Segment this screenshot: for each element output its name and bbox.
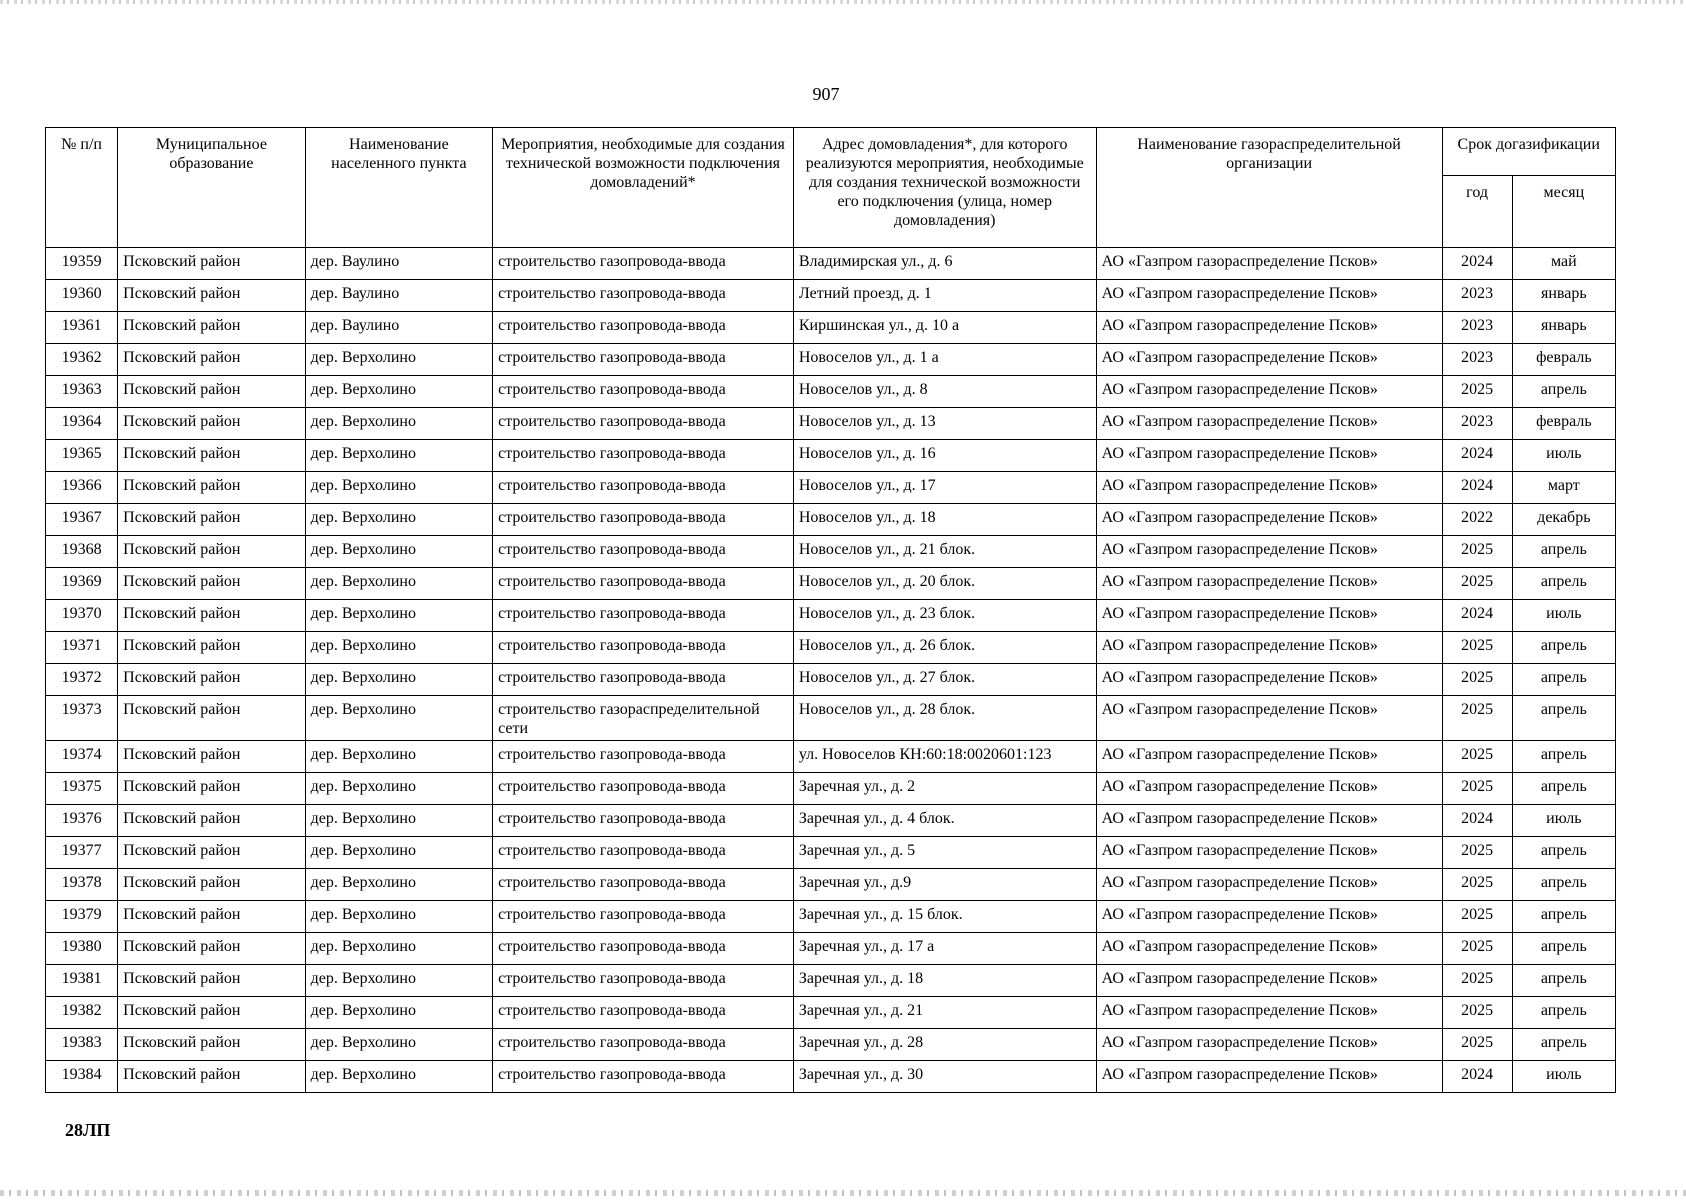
cell-organization: АО «Газпром газораспределение Псков» xyxy=(1096,664,1442,696)
cell-num: 19384 xyxy=(46,1061,118,1093)
cell-measure: строительство газопровода-ввода xyxy=(493,965,794,997)
cell-year: 2025 xyxy=(1442,901,1512,933)
cell-month: декабрь xyxy=(1512,504,1615,536)
cell-municipality: Псковский район xyxy=(118,741,305,773)
cell-municipality: Псковский район xyxy=(118,248,305,280)
cell-month: апрель xyxy=(1512,568,1615,600)
cell-municipality: Псковский район xyxy=(118,869,305,901)
cell-municipality: Псковский район xyxy=(118,696,305,741)
table-row xyxy=(46,248,1616,280)
cell-address: Новоселов ул., д. 1 а xyxy=(793,344,1096,376)
cell-address: Заречная ул., д. 4 блок. xyxy=(793,805,1096,837)
cell-address: Новоселов ул., д. 18 xyxy=(793,504,1096,536)
cell-settlement: дер. Верхолино xyxy=(305,997,492,1029)
table-row xyxy=(46,600,1616,632)
cell-address: Заречная ул., д.9 xyxy=(793,869,1096,901)
cell-address: Заречная ул., д. 30 xyxy=(793,1061,1096,1093)
cell-measure: строительство газопровода-ввода xyxy=(493,344,794,376)
cell-year: 2025 xyxy=(1442,933,1512,965)
cell-organization: АО «Газпром газораспределение Псков» xyxy=(1096,632,1442,664)
cell-organization: АО «Газпром газораспределение Псков» xyxy=(1096,869,1442,901)
cell-month: апрель xyxy=(1512,536,1615,568)
cell-num: 19380 xyxy=(46,933,118,965)
cell-year: 2023 xyxy=(1442,344,1512,376)
cell-settlement: дер. Верхолино xyxy=(305,664,492,696)
header-measures: Мероприятия, необходимые для создания технической возможности подключения домовладений* xyxy=(493,128,794,248)
cell-measure: строительство газопровода-ввода xyxy=(493,901,794,933)
cell-month: февраль xyxy=(1512,408,1615,440)
cell-organization: АО «Газпром газораспределение Псков» xyxy=(1096,440,1442,472)
cell-month: июль xyxy=(1512,1061,1615,1093)
cell-month: апрель xyxy=(1512,965,1615,997)
cell-settlement: дер. Верхолино xyxy=(305,696,492,741)
table-row xyxy=(46,472,1616,504)
cell-settlement: дер. Верхолино xyxy=(305,1061,492,1093)
cell-address: Заречная ул., д. 18 xyxy=(793,965,1096,997)
cell-month: апрель xyxy=(1512,632,1615,664)
cell-year: 2024 xyxy=(1442,248,1512,280)
cell-num: 19377 xyxy=(46,837,118,869)
cell-num: 19359 xyxy=(46,248,118,280)
cell-address: Новоселов ул., д. 21 блок. xyxy=(793,536,1096,568)
cell-num: 19373 xyxy=(46,696,118,741)
table-row xyxy=(46,997,1616,1029)
page-number: 907 xyxy=(812,84,840,104)
cell-organization: АО «Газпром газораспределение Псков» xyxy=(1096,741,1442,773)
cell-organization: АО «Газпром газораспределение Псков» xyxy=(1096,805,1442,837)
cell-municipality: Псковский район xyxy=(118,536,305,568)
cell-address: Новоселов ул., д. 8 xyxy=(793,376,1096,408)
cell-address: Новоселов ул., д. 16 xyxy=(793,440,1096,472)
table-row xyxy=(46,933,1616,965)
cell-address: Новоселов ул., д. 26 блок. xyxy=(793,632,1096,664)
cell-month: январь xyxy=(1512,280,1615,312)
cell-settlement: дер. Верхолино xyxy=(305,869,492,901)
cell-measure: строительство газопровода-ввода xyxy=(493,1029,794,1061)
cell-year: 2025 xyxy=(1442,1029,1512,1061)
table-row xyxy=(46,805,1616,837)
cell-num: 19378 xyxy=(46,869,118,901)
table-row xyxy=(46,312,1616,344)
cell-year: 2024 xyxy=(1442,1061,1512,1093)
table-row xyxy=(46,1061,1616,1093)
cell-organization: АО «Газпром газораспределение Псков» xyxy=(1096,773,1442,805)
cell-measure: строительство газопровода-ввода xyxy=(493,805,794,837)
table-row xyxy=(46,773,1616,805)
table-row xyxy=(46,696,1616,741)
cell-address: Заречная ул., д. 21 xyxy=(793,997,1096,1029)
cell-municipality: Псковский район xyxy=(118,504,305,536)
cell-num: 19381 xyxy=(46,965,118,997)
cell-municipality: Псковский район xyxy=(118,280,305,312)
cell-settlement: дер. Верхолино xyxy=(305,344,492,376)
cell-address: Новоселов ул., д. 28 блок. xyxy=(793,696,1096,741)
cell-measure: строительство газопровода-ввода xyxy=(493,440,794,472)
table-row xyxy=(46,280,1616,312)
cell-address: Новоселов ул., д. 20 блок. xyxy=(793,568,1096,600)
cell-municipality: Псковский район xyxy=(118,632,305,664)
table-header xyxy=(46,128,1616,248)
cell-year: 2024 xyxy=(1442,805,1512,837)
cell-measure: строительство газопровода-ввода xyxy=(493,248,794,280)
cell-address: Новоселов ул., д. 23 блок. xyxy=(793,600,1096,632)
cell-organization: АО «Газпром газораспределение Псков» xyxy=(1096,965,1442,997)
scan-edge-bottom xyxy=(0,1190,1686,1196)
cell-municipality: Псковский район xyxy=(118,837,305,869)
cell-measure: строительство газопровода-ввода xyxy=(493,376,794,408)
cell-month: апрель xyxy=(1512,376,1615,408)
cell-settlement: дер. Верхолино xyxy=(305,376,492,408)
header-municipality: Муниципальное образование xyxy=(118,128,305,248)
cell-municipality: Псковский район xyxy=(118,901,305,933)
cell-year: 2024 xyxy=(1442,440,1512,472)
cell-municipality: Псковский район xyxy=(118,568,305,600)
cell-settlement: дер. Верхолино xyxy=(305,536,492,568)
gasification-table xyxy=(45,127,1616,1093)
header-year: год xyxy=(1442,176,1512,248)
cell-settlement: дер. Верхолино xyxy=(305,632,492,664)
cell-settlement: дер. Верхолино xyxy=(305,600,492,632)
cell-num: 19374 xyxy=(46,741,118,773)
header-deadline: Срок догазификации xyxy=(1442,128,1616,176)
table-row xyxy=(46,664,1616,696)
table-body xyxy=(46,248,1616,1093)
cell-measure: строительство газопровода-ввода xyxy=(493,408,794,440)
cell-settlement: дер. Верхолино xyxy=(305,408,492,440)
cell-year: 2023 xyxy=(1442,408,1512,440)
cell-num: 19383 xyxy=(46,1029,118,1061)
cell-municipality: Псковский район xyxy=(118,440,305,472)
cell-settlement: дер. Верхолино xyxy=(305,837,492,869)
header-num: № п/п xyxy=(46,128,118,248)
cell-month: июль xyxy=(1512,805,1615,837)
table-row xyxy=(46,869,1616,901)
cell-organization: АО «Газпром газораспределение Псков» xyxy=(1096,504,1442,536)
cell-municipality: Псковский район xyxy=(118,965,305,997)
cell-organization: АО «Газпром газораспределение Псков» xyxy=(1096,997,1442,1029)
cell-year: 2023 xyxy=(1442,312,1512,344)
cell-measure: строительство газопровода-ввода xyxy=(493,568,794,600)
cell-month: апрель xyxy=(1512,664,1615,696)
cell-settlement: дер. Верхолино xyxy=(305,901,492,933)
cell-year: 2025 xyxy=(1442,664,1512,696)
cell-year: 2025 xyxy=(1442,632,1512,664)
cell-organization: АО «Газпром газораспределение Псков» xyxy=(1096,536,1442,568)
table-row xyxy=(46,440,1616,472)
cell-municipality: Псковский район xyxy=(118,805,305,837)
cell-year: 2025 xyxy=(1442,741,1512,773)
cell-municipality: Псковский район xyxy=(118,376,305,408)
cell-settlement: дер. Верхолино xyxy=(305,933,492,965)
cell-organization: АО «Газпром газораспределение Псков» xyxy=(1096,933,1442,965)
cell-municipality: Псковский район xyxy=(118,600,305,632)
cell-num: 19369 xyxy=(46,568,118,600)
cell-organization: АО «Газпром газораспределение Псков» xyxy=(1096,248,1442,280)
cell-month: апрель xyxy=(1512,901,1615,933)
cell-num: 19376 xyxy=(46,805,118,837)
cell-settlement: дер. Верхолино xyxy=(305,741,492,773)
cell-settlement: дер. Ваулино xyxy=(305,248,492,280)
cell-municipality: Псковский район xyxy=(118,997,305,1029)
cell-measure: строительство газопровода-ввода xyxy=(493,869,794,901)
cell-num: 19382 xyxy=(46,997,118,1029)
cell-year: 2024 xyxy=(1442,472,1512,504)
cell-num: 19372 xyxy=(46,664,118,696)
cell-measure: строительство газопровода-ввода xyxy=(493,632,794,664)
cell-year: 2025 xyxy=(1442,837,1512,869)
table-row xyxy=(46,632,1616,664)
cell-num: 19366 xyxy=(46,472,118,504)
cell-measure: строительство газопровода-ввода xyxy=(493,280,794,312)
table-row xyxy=(46,536,1616,568)
cell-organization: АО «Газпром газораспределение Псков» xyxy=(1096,280,1442,312)
cell-num: 19370 xyxy=(46,600,118,632)
cell-num: 19360 xyxy=(46,280,118,312)
cell-month: май xyxy=(1512,248,1615,280)
cell-address: Новоселов ул., д. 17 xyxy=(793,472,1096,504)
table-row xyxy=(46,901,1616,933)
cell-address: Заречная ул., д. 15 блок. xyxy=(793,901,1096,933)
cell-month: январь xyxy=(1512,312,1615,344)
cell-address: Киршинская ул., д. 10 а xyxy=(793,312,1096,344)
cell-year: 2025 xyxy=(1442,536,1512,568)
table-row xyxy=(46,344,1616,376)
scan-edge-top xyxy=(0,0,1686,4)
cell-num: 19362 xyxy=(46,344,118,376)
cell-settlement: дер. Верхолино xyxy=(305,440,492,472)
cell-month: апрель xyxy=(1512,773,1615,805)
cell-organization: АО «Газпром газораспределение Псков» xyxy=(1096,408,1442,440)
cell-settlement: дер. Ваулино xyxy=(305,312,492,344)
cell-year: 2025 xyxy=(1442,376,1512,408)
cell-year: 2023 xyxy=(1442,280,1512,312)
cell-measure: строительство газопровода-ввода xyxy=(493,504,794,536)
cell-settlement: дер. Верхолино xyxy=(305,773,492,805)
cell-month: апрель xyxy=(1512,933,1615,965)
cell-measure: строительство газопровода-ввода xyxy=(493,741,794,773)
cell-municipality: Псковский район xyxy=(118,472,305,504)
cell-organization: АО «Газпром газораспределение Псков» xyxy=(1096,696,1442,741)
table-row xyxy=(46,408,1616,440)
cell-address: Заречная ул., д. 17 а xyxy=(793,933,1096,965)
table-row xyxy=(46,568,1616,600)
cell-num: 19364 xyxy=(46,408,118,440)
table-row xyxy=(46,376,1616,408)
cell-month: июль xyxy=(1512,600,1615,632)
cell-address: Заречная ул., д. 5 xyxy=(793,837,1096,869)
cell-month: апрель xyxy=(1512,741,1615,773)
cell-num: 19363 xyxy=(46,376,118,408)
cell-address: ул. Новоселов КН:60:18:0020601:123 xyxy=(793,741,1096,773)
cell-month: апрель xyxy=(1512,997,1615,1029)
header-organization: Наименование газораспределительной организации xyxy=(1096,128,1442,248)
cell-month: апрель xyxy=(1512,869,1615,901)
cell-municipality: Псковский район xyxy=(118,773,305,805)
cell-municipality: Псковский район xyxy=(118,1061,305,1093)
cell-settlement: дер. Ваулино xyxy=(305,280,492,312)
header-address: Адрес домовладения*, для которого реализуются мероприятия, необходимые для создания технической возможности его подключения (улица, номер домовладения) xyxy=(793,128,1096,248)
cell-settlement: дер. Верхолино xyxy=(305,1029,492,1061)
table-row xyxy=(46,965,1616,997)
cell-year: 2025 xyxy=(1442,997,1512,1029)
cell-organization: АО «Газпром газораспределение Псков» xyxy=(1096,344,1442,376)
cell-organization: АО «Газпром газораспределение Псков» xyxy=(1096,472,1442,504)
cell-organization: АО «Газпром газораспределение Псков» xyxy=(1096,312,1442,344)
cell-month: апрель xyxy=(1512,1029,1615,1061)
table-row xyxy=(46,1029,1616,1061)
cell-address: Новоселов ул., д. 27 блок. xyxy=(793,664,1096,696)
cell-year: 2025 xyxy=(1442,965,1512,997)
cell-num: 19375 xyxy=(46,773,118,805)
cell-municipality: Псковский район xyxy=(118,664,305,696)
table-row xyxy=(46,837,1616,869)
cell-organization: АО «Газпром газораспределение Псков» xyxy=(1096,1029,1442,1061)
cell-measure: строительство газопровода-ввода xyxy=(493,312,794,344)
cell-organization: АО «Газпром газораспределение Псков» xyxy=(1096,568,1442,600)
cell-settlement: дер. Верхолино xyxy=(305,568,492,600)
cell-municipality: Псковский район xyxy=(118,408,305,440)
table-row xyxy=(46,741,1616,773)
cell-measure: строительство газораспределительной сети xyxy=(493,696,794,741)
cell-measure: строительство газопровода-ввода xyxy=(493,1061,794,1093)
table-row xyxy=(46,504,1616,536)
cell-measure: строительство газопровода-ввода xyxy=(493,837,794,869)
cell-organization: АО «Газпром газораспределение Псков» xyxy=(1096,376,1442,408)
cell-num: 19379 xyxy=(46,901,118,933)
cell-year: 2022 xyxy=(1442,504,1512,536)
cell-organization: АО «Газпром газораспределение Псков» xyxy=(1096,837,1442,869)
cell-measure: строительство газопровода-ввода xyxy=(493,997,794,1029)
cell-month: апрель xyxy=(1512,696,1615,741)
cell-organization: АО «Газпром газораспределение Псков» xyxy=(1096,600,1442,632)
cell-num: 19365 xyxy=(46,440,118,472)
cell-municipality: Псковский район xyxy=(118,1029,305,1061)
cell-address: Владимирская ул., д. 6 xyxy=(793,248,1096,280)
cell-num: 19371 xyxy=(46,632,118,664)
cell-organization: АО «Газпром газораспределение Псков» xyxy=(1096,1061,1442,1093)
cell-year: 2025 xyxy=(1442,773,1512,805)
cell-month: июль xyxy=(1512,440,1615,472)
cell-municipality: Псковский район xyxy=(118,312,305,344)
header-month: месяц xyxy=(1512,176,1615,248)
cell-measure: строительство газопровода-ввода xyxy=(493,664,794,696)
cell-address: Летний проезд, д. 1 xyxy=(793,280,1096,312)
cell-year: 2025 xyxy=(1442,696,1512,741)
cell-measure: строительство газопровода-ввода xyxy=(493,773,794,805)
cell-year: 2024 xyxy=(1442,600,1512,632)
cell-measure: строительство газопровода-ввода xyxy=(493,600,794,632)
cell-settlement: дер. Верхолино xyxy=(305,472,492,504)
cell-municipality: Псковский район xyxy=(118,933,305,965)
cell-measure: строительство газопровода-ввода xyxy=(493,536,794,568)
cell-municipality: Псковский район xyxy=(118,344,305,376)
footer-code: 28ЛП xyxy=(65,1120,111,1140)
cell-address: Новоселов ул., д. 13 xyxy=(793,408,1096,440)
cell-month: март xyxy=(1512,472,1615,504)
cell-num: 19367 xyxy=(46,504,118,536)
cell-year: 2025 xyxy=(1442,869,1512,901)
header-settlement: Наименование населенного пункта xyxy=(305,128,492,248)
cell-settlement: дер. Верхолино xyxy=(305,805,492,837)
cell-measure: строительство газопровода-ввода xyxy=(493,933,794,965)
cell-address: Заречная ул., д. 28 xyxy=(793,1029,1096,1061)
cell-num: 19368 xyxy=(46,536,118,568)
cell-organization: АО «Газпром газораспределение Псков» xyxy=(1096,901,1442,933)
cell-address: Заречная ул., д. 2 xyxy=(793,773,1096,805)
cell-settlement: дер. Верхолино xyxy=(305,965,492,997)
cell-month: февраль xyxy=(1512,344,1615,376)
cell-settlement: дер. Верхолино xyxy=(305,504,492,536)
cell-num: 19361 xyxy=(46,312,118,344)
cell-month: апрель xyxy=(1512,837,1615,869)
cell-measure: строительство газопровода-ввода xyxy=(493,472,794,504)
cell-year: 2025 xyxy=(1442,568,1512,600)
